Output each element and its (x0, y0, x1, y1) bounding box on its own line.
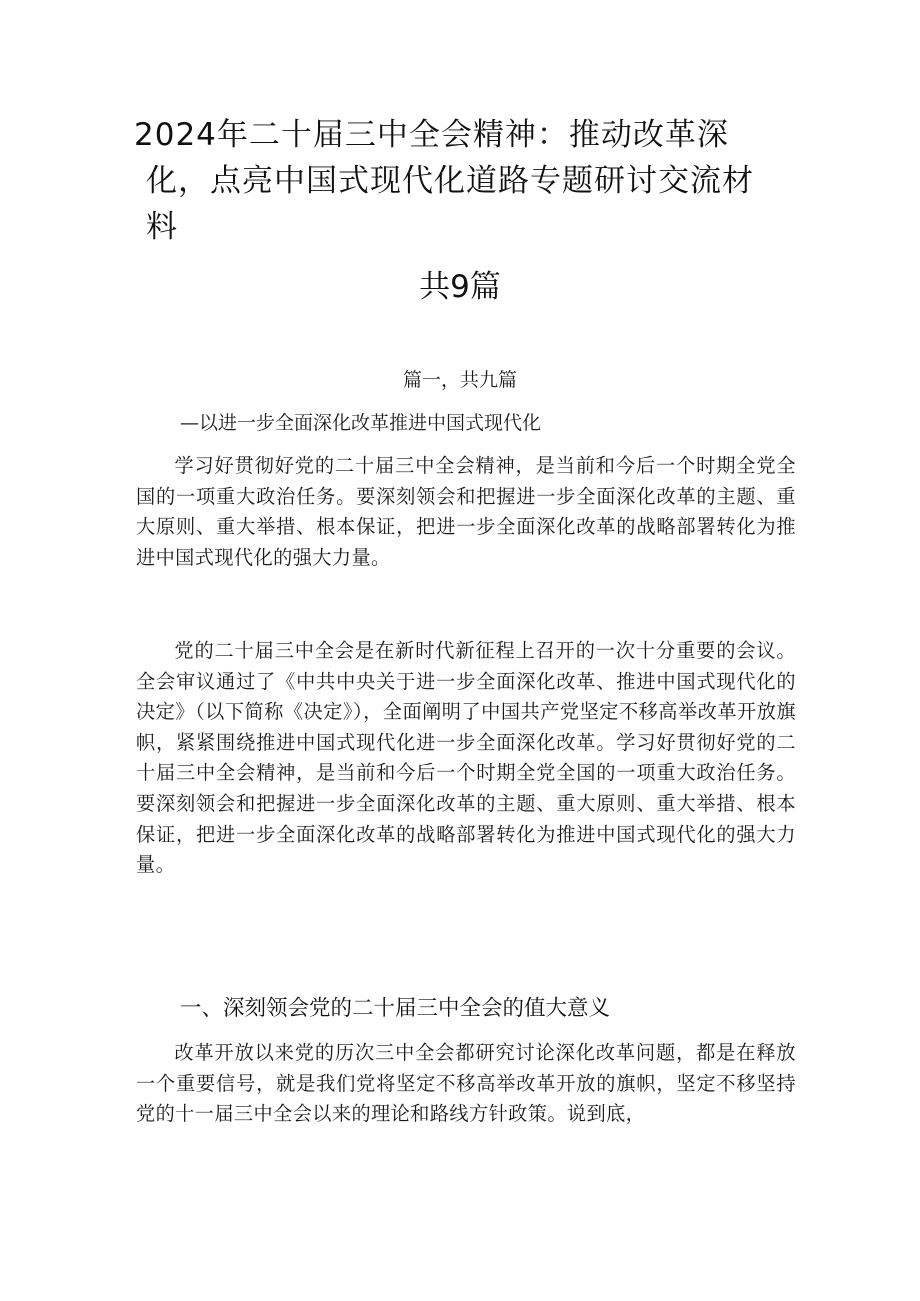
title-line-1: 2024年二十届三中全会精神：推动改革深 (134, 117, 729, 153)
document-title (134, 112, 794, 250)
body-paragraph-1: 学习好贯彻好党的二十届三中全会精神，是当前和今后一个时期全党全国的一项重大政治任务。要深刻领会和把握进一步全面深化改革的主题、重大原则、重大举措、根本保证，把进一步全面深化改革的战略部署转化为推进中国式现代化的强大力量。 (136, 454, 796, 569)
title-line-2: 化，点亮中国式现代化道路专题研讨交流材 (146, 163, 754, 199)
document-subtitle: 共9篇 (419, 269, 501, 305)
title-line-3: 料 (146, 209, 178, 245)
body-paragraph-3: 改革开放以来党的历次三中全会都研究讨论深化改革问题，都是在释放一个重要信号，就是我们党将坚定不移高举改革开放的旗帜，坚定不移坚持党的十一届三中全会以来的理论和路线方针政策。说到底， (136, 1041, 796, 1126)
section-label: 篇一，共九篇 (402, 369, 517, 391)
lead-line: —以进一步全面深化改革推进中国式现代化 (180, 412, 542, 434)
section-heading-1: 一、深刻领会党的二十届三中全会的值大意义 (180, 996, 611, 1021)
body-paragraph-2: 党的二十届三中全会是在新时代新征程上召开的一次十分重要的会议。全会审议通过了《中共中央关于进一步全面深化改革、推进中国式现代化的决定》（以下简称《决定》），全面阐明了中国共产党坚定不移高举改革开放旗帜，紧紧围绕推进中国式现代化进一步全面深化改革。学习好贯彻好党的二十届三中全会精神，是当前和今后一个时期全党全国的一项重大政治任务。要深刻领会和把握进一步全面深化改革的主题、重大原则、重大举措、根本保证，把进一步全面深化改革的战略部署转化为推进中国式现代化的强大力量。 (136, 639, 796, 877)
